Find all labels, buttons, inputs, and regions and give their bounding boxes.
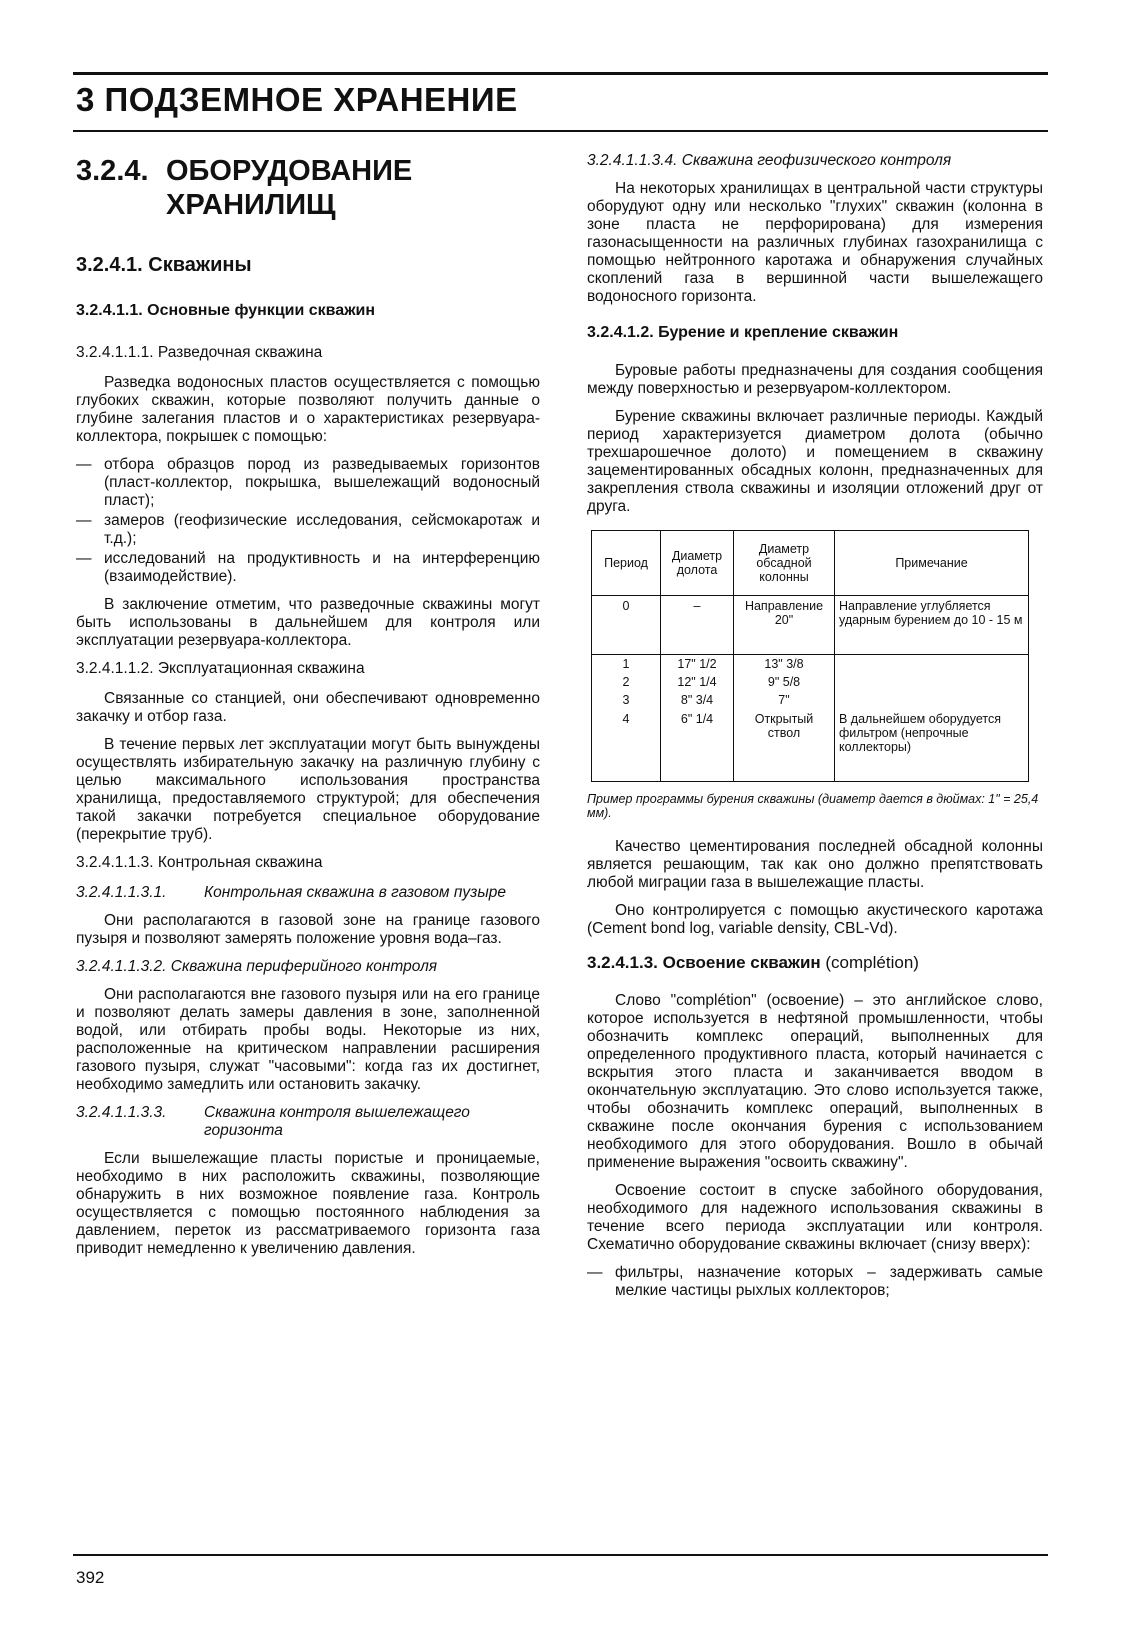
left-column	[76, 152, 540, 1268]
heading-completion	[587, 954, 1043, 972]
paragraph-completion-2: Освоение состоит в спуске забойного оборудования, необходимого для надежного использования скважины в течение всего периода эксплуатации или контроля. Схематично оборудование скважины включает (снизу вверх):	[587, 1182, 1043, 1253]
footer-rule	[73, 1554, 1048, 1556]
table-cell	[835, 655, 1029, 674]
heading-gas-bubble-well	[76, 884, 540, 902]
section-title: ОБОРУДОВАНИЕ ХРАНИЛИЩ	[166, 155, 413, 221]
table-cell: 2	[592, 673, 661, 691]
table-cell: В дальнейшем оборудуется фильтром (непрочные коллекторы)	[835, 709, 1029, 782]
list-item: — замеров (геофизические исследования, сейсмокаротаж и т.д.);	[76, 512, 540, 548]
heading-overlying-well	[76, 1104, 540, 1140]
table-row	[592, 673, 1029, 691]
section-number: 3.2.4.	[76, 155, 149, 187]
heading-text: Контрольная скважина в газовом пузыре	[204, 884, 506, 901]
list-item: — фильтры, назначение которых – задерживать самые мелкие частицы рыхлых коллекторов;	[587, 1264, 1043, 1300]
list-item: — исследований на продуктивность и на интерференцию (взаимодействие).	[76, 550, 540, 586]
table-row	[592, 596, 1029, 655]
table-cell: 1	[592, 655, 661, 674]
table-row	[592, 655, 1029, 674]
paragraph-gas-bubble: Они располагаются в газовой зоне на границе газового пузыря и позволяют замерять положение уровня вода–газ.	[76, 912, 540, 947]
drilling-program-table	[591, 530, 1029, 782]
table-row	[592, 691, 1029, 709]
paragraph-exploration: Разведка водоносных пластов осуществляется с помощью глубоких скважин, которые позволяют получить данные о глубине залегания пластов и о характеристиках резервуара-коллектора, покрышек с помощью:	[76, 374, 540, 445]
paragraph-drilling-2: Бурение скважины включает различные периоды. Каждый период характеризуется диаметром долота (обычно трехшарошечное долото) и помещением в скважину зацементированных обсадных колонн, предназначенных для закрепления ствола скважины и изоляции отложений друг от друга.	[587, 408, 1043, 515]
table-cell: Направление 20"	[734, 596, 835, 655]
table-cell	[835, 673, 1029, 691]
chapter-title: 3 ПОДЗЕМНОЕ ХРАНЕНИЕ	[76, 81, 518, 118]
heading-production-well: 3.2.4.1.1.2. Эксплуатационная скважина	[76, 660, 365, 677]
table-cell: 9" 5/8	[734, 673, 835, 691]
heading-exploration-well: 3.2.4.1.1.1. Разведочная скважина	[76, 344, 323, 361]
header-rule	[73, 130, 1048, 132]
table-header-row	[592, 531, 1029, 596]
column-header: Диаметр обсадной колонны	[734, 531, 835, 596]
table-cell	[835, 691, 1029, 709]
heading-completion-bold: 3.2.4.1.3. Освоение скважин	[587, 953, 821, 972]
subsection-heading-functions: 3.2.4.1.1. Основные функции скважин	[76, 302, 376, 319]
page-number: 392	[76, 1568, 105, 1587]
paragraph-conclusion: В заключение отметим, что разведочные скважины могут быть использованы в дальнейшем для контроля или эксплуатации резервуара-коллектора.	[76, 596, 540, 649]
paragraph-geophysical: На некоторых хранилищах в центральной части структуры оборудуют одну или несколько "глухих" скважин (колонна в зоне пласта не перфорирована) для измерения газонасыщенности на различных глубинах газохранилища с помощью нейтронного каротажа и обнаружения случайных скоплений газа в вершинной части вышележащего водоносного горизонта.	[587, 180, 1043, 305]
completion-list	[587, 1264, 1043, 1300]
heading-text: Скважина контроля вышележащего горизонта	[204, 1104, 470, 1139]
table-cell: 4	[592, 709, 661, 782]
paragraph-production-2: В течение первых лет эксплуатации могут быть вынуждены осуществлять избирательную закачку на различную глубину с целью максимального использования пространства хранилища, предоставляемого структурой; для обеспечения такой закачки потребуется специальное оборудование (перекрытие труб).	[76, 736, 540, 843]
heading-drilling: 3.2.4.1.2. Бурение и крепление скважин	[587, 324, 899, 341]
column-header: Диаметр долота	[661, 531, 734, 596]
paragraph-overlying: Если вышележащие пласты пористые и проницаемые, необходимо в них расположить скважины, позволяющие обнаружить в них возможное появление газа. Контроль осуществляется с помощью постоянного наблюдения за давлением, переток из рассматриваемого горизонта газа приводит немедленно к увеличению давления.	[76, 1150, 540, 1257]
paragraph-peripheral: Они располагаются вне газового пузыря или на его границе и позволяют делать замеры давления в зоне, заполненной водой, или отбирать пробы воды. Некоторые из них, расположенные на критическом направлении расширения газового пузыря, служат "часовыми": когда газ их достигнет, необходимо замедлить или остановить закачку.	[76, 986, 540, 1093]
paragraph-cementing-2: Оно контролируется с помощью акустического каротажа (Cement bond log, variable density, CBL-Vd).	[587, 902, 1043, 937]
table-cell: 8" 3/4	[661, 691, 734, 709]
paragraph-completion-1: Слово "complétion" (освоение) – это английское слово, которое используется в нефтяной промышленности, чтобы обозначить комплекс операций, выполненных для определенного продуктивного пласта, который начинается с вскрытия этого пласта и заканчивается вводом в окончательную эксплуатацию. Это слово используется также, чтобы обозначить комплекс операций, выполненных в скважине после окончания бурения с использованием необходимого для этого оборудования. Вошло в обычай применение выражения "освоить скважину".	[587, 992, 1043, 1171]
table-cell: 13" 3/8	[734, 655, 835, 674]
table-cell: 0	[592, 596, 661, 655]
table-caption: Пример программы бурения скважины (диаметр дается в дюймах: 1" = 25,4 мм).	[587, 792, 1039, 820]
heading-number: 3.2.4.1.1.3.1.	[76, 884, 167, 901]
paragraph-drilling-1: Буровые работы предназначены для создания сообщения между поверхностью и резервуаром-коллектором.	[587, 362, 1043, 397]
list-item: — отбора образцов пород из разведываемых горизонтов (пласт-коллектор, покрышка, вышележащий водоносный пласт);	[76, 456, 540, 510]
paragraph-cementing-1: Качество цементирования последней обсадной колонны является решающим, так как оно должно препятствовать любой миграции газа в вышележащие пласты.	[587, 838, 1043, 891]
heading-control-well: 3.2.4.1.1.3. Контрольная скважина	[76, 854, 323, 871]
heading-number: 3.2.4.1.1.3.3.	[76, 1104, 167, 1121]
right-column	[587, 152, 1043, 1310]
heading-geophysical-well: 3.2.4.1.1.3.4. Скважина геофизического контроля	[587, 152, 952, 169]
table-cell: 12" 1/4	[661, 673, 734, 691]
table-cell: 3	[592, 691, 661, 709]
table-cell: Открытый ствол	[734, 709, 835, 782]
column-header: Период	[592, 531, 661, 596]
subsection-heading-wells: 3.2.4.1. Скважины	[76, 254, 252, 276]
table-row	[592, 709, 1029, 782]
column-header: Примечание	[835, 531, 1029, 596]
table-cell: –	[661, 596, 734, 655]
table-cell: 17" 1/2	[661, 655, 734, 674]
section-heading	[76, 154, 540, 222]
exploration-list	[76, 456, 540, 586]
table-cell: 7"	[734, 691, 835, 709]
heading-peripheral-well: 3.2.4.1.1.3.2. Скважина периферийного контроля	[76, 958, 438, 975]
top-rule	[73, 72, 1048, 75]
table-cell: 6" 1/4	[661, 709, 734, 782]
heading-completion-plain: (complétion)	[820, 953, 919, 972]
table-cell: Направление углубляется ударным бурением до 10 - 15 м	[835, 596, 1029, 655]
paragraph-production-1: Связанные со станцией, они обеспечивают одновременно закачку и отбор газа.	[76, 690, 540, 725]
